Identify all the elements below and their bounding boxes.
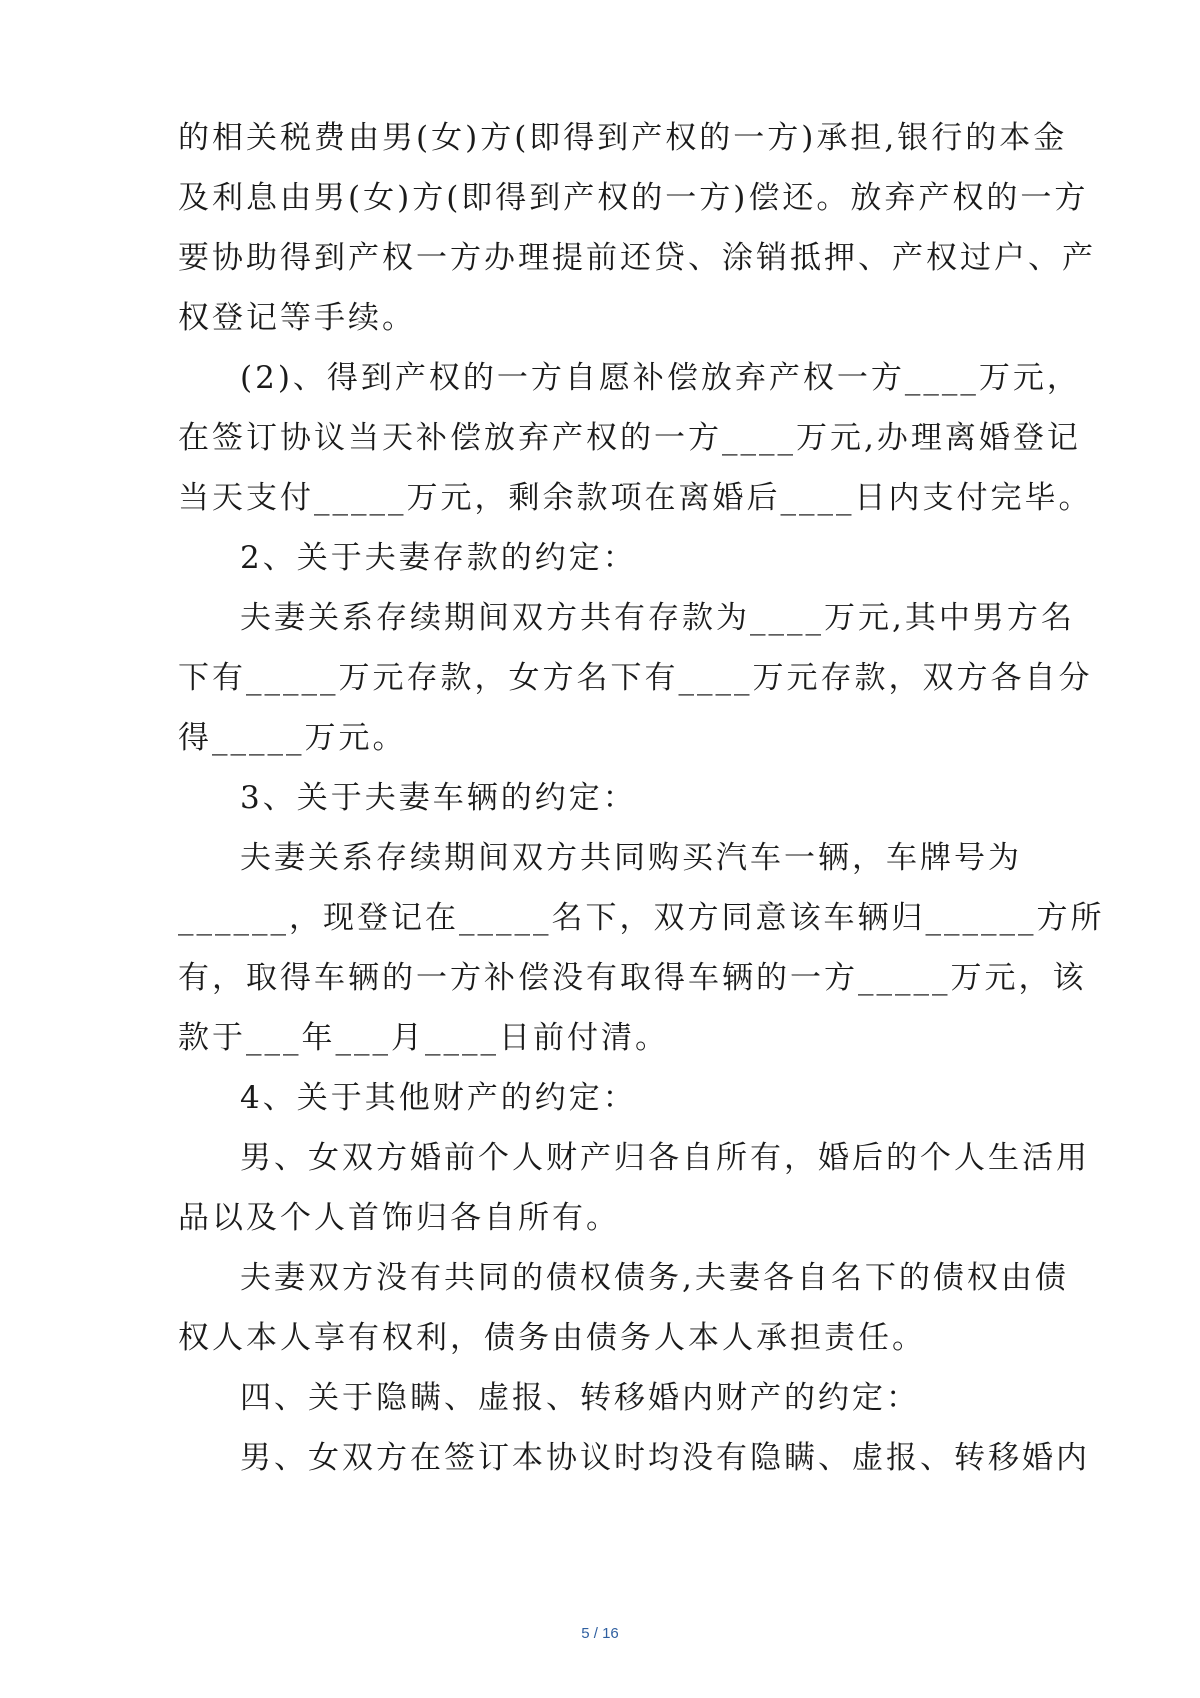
section-heading: 四、关于隐瞒、虚报、转移婚内财产的约定： — [240, 1380, 920, 1416]
section-heading: 3、关于夫妻车辆的约定： — [240, 780, 637, 816]
paragraph-first-line: 夫妻双方没有共同的债权债务,夫妻各自名下的债权由债 — [240, 1260, 1069, 1296]
text-line: 要协助得到产权一方办理提前还贷、涂销抵押、产权过户、产 — [178, 240, 1096, 276]
text-line: ______，现登记在_____名下，双方同意该车辆归______方所 — [178, 900, 1105, 936]
text-line: 品以及个人首饰归各自所有。 — [178, 1200, 620, 1236]
text-line: 有，取得车辆的一方补偿没有取得车辆的一方_____万元，该 — [178, 960, 1087, 996]
page-number: 5 / 16 — [581, 1625, 619, 1642]
text-line: 的相关税费由男(女)方(即得到产权的一方)承担,银行的本金 — [178, 120, 1068, 156]
text-line: 当天支付_____万元，剩余款项在离婚后____日内支付完毕。 — [178, 480, 1093, 516]
text-line: 权登记等手续。 — [178, 300, 416, 336]
text-line: 在签订协议当天补偿放弃产权的一方____万元,办理离婚登记 — [178, 420, 1081, 456]
paragraph-first-line: (2)、得到产权的一方自愿补偿放弃产权一方____万元， — [240, 360, 1081, 396]
text-line: 及利息由男(女)方(即得到产权的一方)偿还。放弃产权的一方 — [178, 180, 1089, 216]
text-line: 权人本人享有权利，债务由债务人本人承担责任。 — [178, 1320, 926, 1356]
section-heading: 2、关于夫妻存款的约定： — [240, 540, 637, 576]
paragraph-first-line: 夫妻关系存续期间双方共有存款为____万元,其中男方名 — [240, 600, 1075, 636]
paragraph-first-line: 夫妻关系存续期间双方共同购买汽车一辆，车牌号为 — [240, 840, 1022, 876]
paragraph-first-line: 男、女双方在签订本协议时均没有隐瞒、虚报、转移婚内 — [240, 1440, 1090, 1476]
section-heading: 4、关于其他财产的约定： — [240, 1080, 637, 1116]
paragraph-first-line: 男、女双方婚前个人财产归各自所有，婚后的个人生活用 — [240, 1140, 1090, 1176]
text-line: 款于___年___月____日前付清。 — [178, 1020, 669, 1056]
text-line: 下有_____万元存款，女方名下有____万元存款，双方各自分 — [178, 660, 1093, 696]
text-line: 得_____万元。 — [178, 720, 407, 756]
